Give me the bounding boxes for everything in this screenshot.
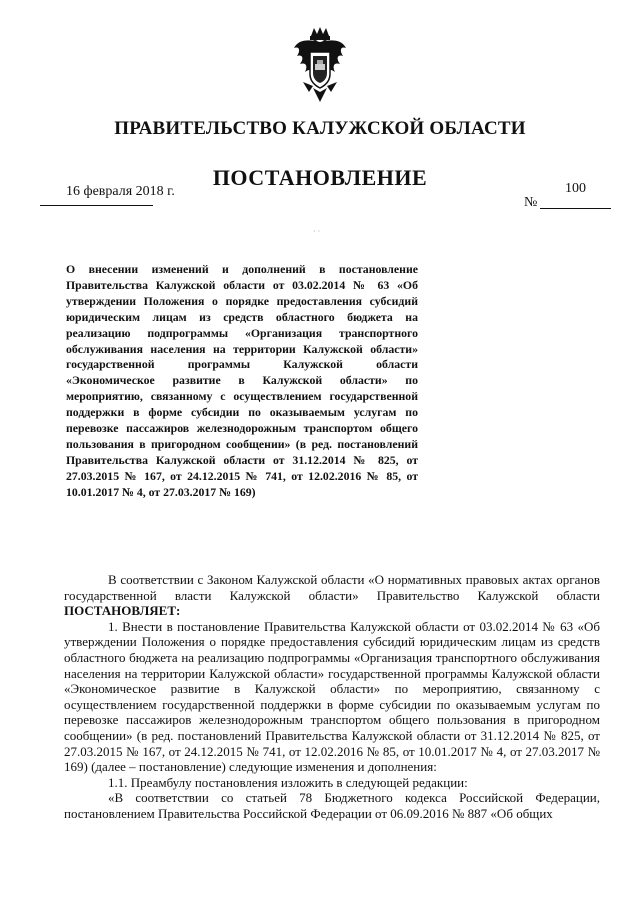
document-date: 16 февраля 2018 г. <box>66 184 175 199</box>
date-underline <box>40 205 153 206</box>
subject-heading: О внесении изменений и дополнений в постановление Правительства Калужской области от 03.02.2014 № 63 «Об утверждении Положения о порядке предоставления субсидий юридическим лицам из средств областного бюджета на реализацию подпрограммы «Организация транспортного обслуживания населения на территории Калужской области» государственной программы Калужской области «Экономическое развитие в Калужской области» по мероприятию, связанному с осуществлением государственной поддержки в форме субсидии по оказываемым услугам по перевозке пассажиров железнодорожным транспортом общего пользования в пригородном сообщении» (в ред. постановлений Правительства Калужской области от 31.12.2014 № 825, от 27.03.2015 № 167, от 24.12.2015 № 741, от 12.02.2016 № 85, от 10.01.2017 № 4, от 27.03.2017 № 169) <box>66 262 418 499</box>
item-1-paragraph: 1. Внести в постановление Правительства Калужской области от 03.02.2014 № 63 «Об утверждении Положения о порядке предоставления субсидий юридическим лицам из средств областного бюджета на реализацию подпрограммы «Организация транспортного обслуживания населения на территории Калужской области» государственной программы Калужской области «Экономическое развитие в Калужской области» по мероприятию, связанному с осуществлением государственной поддержки в форме субсидии по оказываемым услугам по перевозке пассажиров железнодорожным транспортом общего пользования в пригородном сообщении» (в ред. постановлений Правительства Калужской области от 31.12.2014 № 825, от 27.03.2015 № 167, от 24.12.2015 № 741, от 12.02.2016 № 85, от 10.01.2017 № 4, от 27.03.2017 № 169) (далее – постановление) следующие изменения и дополнения: <box>64 618 600 775</box>
resolves-word: ПОСТАНОВЛЯЕТ: <box>64 603 181 619</box>
coat-of-arms-icon <box>291 26 349 104</box>
registration-marks: · · <box>313 227 321 236</box>
item-1-1-paragraph: 1.1. Преамбулу постановления изложить в следующей редакции: <box>108 774 468 790</box>
document-body <box>64 572 600 822</box>
intro-text: В соответствии с Законом Калужской области «О нормативных правовых актах органов государственной власти Калужской области» Правительство Калужской области <box>64 572 600 603</box>
number-label: № <box>524 195 538 210</box>
quote-paragraph: «В соответствии со статьей 78 Бюджетного кодекса Российской Федерации, постановлением Правительства Российской Федерации от 06.09.2016 № 887 «Об общих <box>64 790 600 821</box>
intro-paragraph <box>64 572 600 619</box>
organization-title: ПРАВИТЕЛЬСТВО КАЛУЖСКОЙ ОБЛАСТИ <box>114 118 526 139</box>
number-underline <box>540 208 611 209</box>
document-type: ПОСТАНОВЛЕНИЕ <box>212 165 428 190</box>
document-number: 100 <box>565 181 586 196</box>
